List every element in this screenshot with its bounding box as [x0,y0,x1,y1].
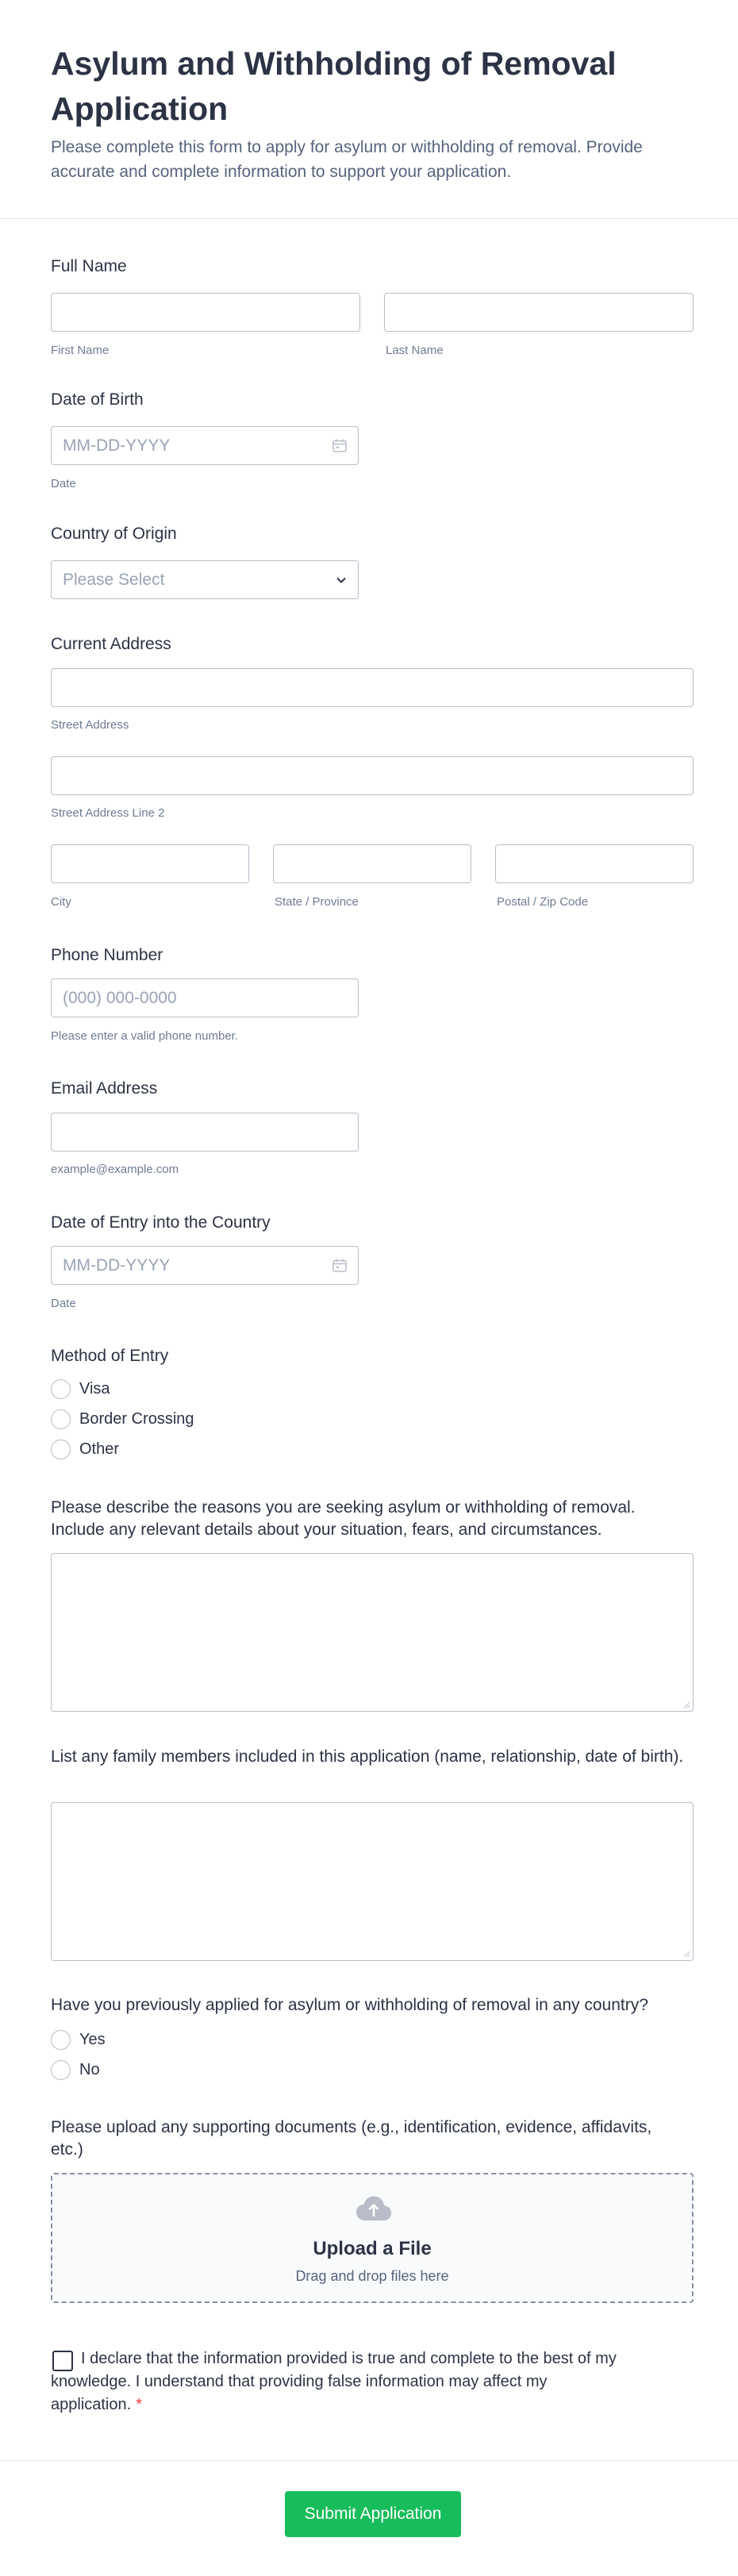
previous-option-yes[interactable] [51,2028,106,2051]
country-label: Country of Origin [51,525,177,543]
radio-label-border-crossing: Border Crossing [79,1409,194,1428]
upload-title: Upload a File [313,2238,432,2259]
country-select[interactable] [51,560,359,599]
calendar-icon[interactable] [332,1259,347,1272]
radio-label-other: Other [79,1440,120,1458]
footer-divider [0,2460,738,2461]
previous-application-label: Have you previously applied for asylum or withholding of removal in any country? [51,1996,648,2014]
entry-method-option-border-crossing[interactable] [51,1407,194,1431]
phone-placeholder: (000) 000-0000 [63,989,177,1007]
street-address-line2-input[interactable] [51,756,694,795]
street-address-sublabel: Street Address [51,718,129,732]
street-address-input[interactable] [51,668,694,707]
full-name-label: Full Name [51,257,127,275]
form-title: Asylum and Withholding of Removal Application [51,45,617,127]
calendar-icon[interactable] [332,439,347,452]
declaration-text [51,2347,622,2416]
email-input[interactable] [51,1113,359,1152]
family-textarea[interactable] [51,1802,694,1961]
dob-sublabel: Date [51,477,76,490]
email-label: Email Address [51,1079,158,1098]
email-sublabel: example@example.com [51,1163,179,1176]
dob-placeholder: MM-DD-YYYY [63,436,171,455]
entry-date-placeholder: MM-DD-YYYY [63,1256,171,1275]
last-name-input[interactable] [384,293,694,332]
previous-option-no[interactable] [51,2058,100,2082]
dob-label: Date of Birth [51,390,144,409]
first-name-input[interactable] [51,293,360,332]
radio-border-crossing[interactable] [51,1409,71,1429]
entry-method-label: Method of Entry [51,1347,169,1365]
reasons-label: Please describe the reasons you are seeking asylum or withholding of removal. Include any relevant details about your situation, fears, and circumstances. [51,1498,636,1539]
dob-input[interactable] [51,426,359,465]
declaration-label: I declare that the information provided is true and complete to the best of my knowledge. I understand that providing false information may affect my application. [51,2350,617,2413]
state-input[interactable] [273,844,471,883]
entry-date-label: Date of Entry into the Country [51,1213,271,1232]
upload-subtitle: Drag and drop files here [295,2268,449,2284]
entry-method-option-visa[interactable] [51,1377,110,1401]
radio-label-visa: Visa [79,1379,110,1398]
first-name-sublabel: First Name [51,344,110,357]
cloud-upload-icon [356,2195,392,2222]
zip-sublabel: Postal / Zip Code [497,895,589,909]
radio-other[interactable] [51,1440,71,1459]
chevron-down-icon [334,573,348,587]
city-input[interactable] [51,844,249,883]
radio-no[interactable] [51,2060,71,2080]
state-sublabel: State / Province [275,895,359,909]
phone-label: Phone Number [51,946,163,964]
submit-button[interactable]: Submit Application [285,2491,461,2537]
reasons-textarea[interactable] [51,1553,694,1712]
radio-yes[interactable] [51,2030,71,2050]
form-description: Please complete this form to apply for asylum or withholding of removal. Provide accurate and complete information to support your application. [51,138,643,181]
resize-handle-icon[interactable] [682,1701,690,1709]
radio-label-yes: Yes [79,2030,106,2048]
family-label: List any family members included in this application (name, relationship, date of birth). [51,1747,684,1766]
country-placeholder: Please Select [63,571,165,589]
zip-input[interactable] [495,844,694,883]
form-header [0,0,738,219]
declaration-checkbox[interactable] [52,2351,73,2371]
entry-date-sublabel: Date [51,1297,76,1310]
resize-handle-icon[interactable] [682,1950,690,1958]
city-sublabel: City [51,895,71,909]
required-asterisk: * [136,2396,142,2413]
upload-label: Please upload any supporting documents (e.g., identification, evidence, affidavits, etc.) [51,2118,652,2159]
radio-visa[interactable] [51,1379,71,1399]
street-address-line2-sublabel: Street Address Line 2 [51,806,165,820]
radio-label-no: No [79,2060,100,2078]
last-name-sublabel: Last Name [386,344,444,357]
entry-method-option-other[interactable] [51,1437,119,1461]
phone-input[interactable] [51,978,359,1017]
phone-sublabel: Please enter a valid phone number. [51,1029,238,1043]
address-label: Current Address [51,635,171,653]
file-upload-dropzone[interactable] [51,2173,694,2303]
entry-date-input[interactable] [51,1246,359,1285]
